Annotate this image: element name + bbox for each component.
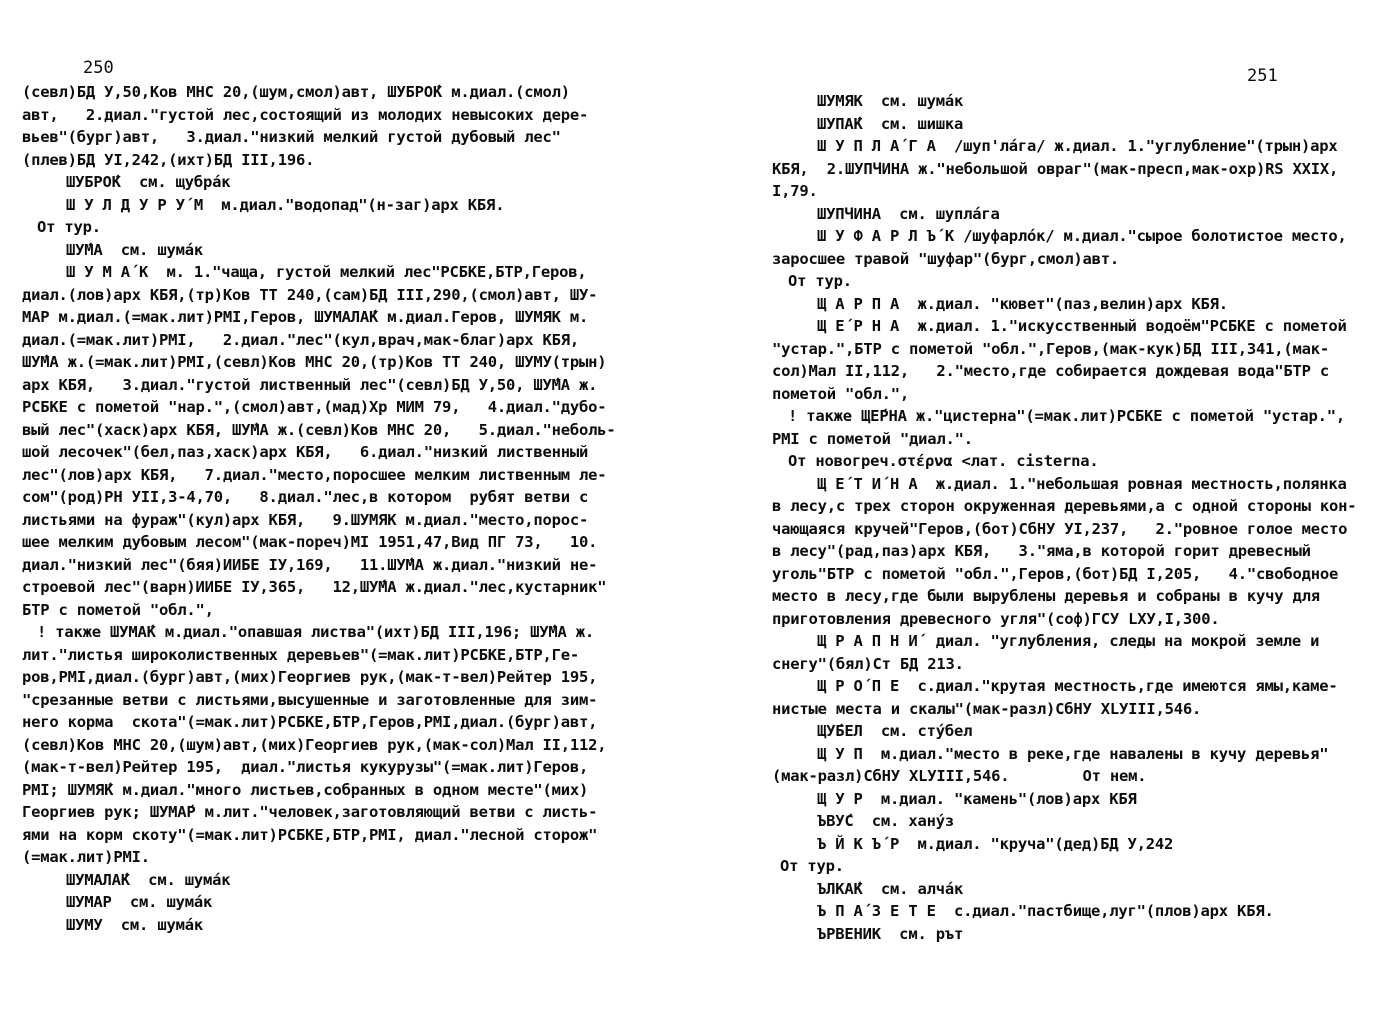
text-line: заросшее травой "шуфар"(бург,смол)авт. <box>772 249 1120 268</box>
text-line: ШУБРО́К см. щубра́к <box>66 173 231 191</box>
text-line: Ш У Ф А Р Л Ъ́ К /шуфарло́к/ м.диал."сырое болотистое место, <box>817 227 1347 245</box>
text-line: пометой "обл.", <box>772 384 909 403</box>
text-line: строевой лес"(варн)ИИБЕ IУ,365, 12,ШУ́МА ж.диал."лес,кустарник" <box>22 578 607 596</box>
text-line: в лесу,с трех сторон окруженная деревьями,а с одной стороны кон- <box>772 497 1357 515</box>
text-line: ЪРВЕНИК см. рът <box>817 924 964 943</box>
text-line: него корма скота"(=мак.лит)РСБКЕ,БТР,Геров,РМI,диал.(бург)авт, <box>22 713 598 731</box>
text-line: авт, 2.диал."густой лес,состоящий из молодих невысоких дере- <box>22 105 589 124</box>
text-line: (севл)БД У,50,Ков МНС 20,(шум,смол)авт, ШУБРО́К м.диал.(смол) <box>22 83 570 101</box>
text-line: От тур. <box>37 218 101 236</box>
text-line: Щ У Р м.диал. "камень"(лов)арх КБЯ <box>817 789 1137 808</box>
text-line: Ш У М А́ К м. 1."чаща, густой мелкий лес"РСБКЕ,БТР,Геров, <box>66 263 587 281</box>
text-line: ШУМУ см. шума́к <box>66 915 203 934</box>
page-number: 250 <box>83 58 114 78</box>
text-line: снегу"(бял)Ст БД 213. <box>772 654 964 673</box>
text-line: (мак-разл)СбНУ XLУIII,546. От нем. <box>772 767 1147 785</box>
text-line: сол)Мал II,112, 2."место,где собирается дождевая вода"БТР с <box>772 362 1330 380</box>
text-line: РМI с пометой "диал.". <box>772 429 973 448</box>
text-line: лит."листья широколиственных деревьев"(=мак.лит)РСБКЕ,БТР,Ге- <box>22 645 580 664</box>
text-line: шой лесочек"(бел,паз,хаск)арх КБЯ, 6.диал."низкий лиственный <box>22 443 589 461</box>
text-line: Щ А Р П А ж.диал. "кювет"(паз,велин)арх КБЯ. <box>817 294 1228 313</box>
text-line: арх КБЯ, 3.диал."густой лиственный лес"(севл)БД У,50, ШУ́МА ж. <box>22 375 598 394</box>
text-line: шее мелким дубовым лесом"(мак-пореч)МI 1951,47,Вид ПГ 73, 10. <box>22 533 598 551</box>
text-line: вый лес"(хаск)арх КБЯ, ШУ́МА ж.(севл)Ков МНС 20, 5.диал."неболь- <box>22 420 616 439</box>
text-line: От тур. <box>780 857 844 875</box>
text-line: диал."низкий лес"(бяя)ИИБЕ IУ,169, 11.ШУ́МА ж.диал."низкий не- <box>22 555 598 574</box>
text-line: диал.(=мак.лит)РМI, 2.диал."лес"(кул,врач,мак-благ)арх КБЯ, <box>22 330 580 349</box>
text-line: (мак-т-вел)Рейтер 195, диал."листья кукурузы"(=мак.лит)Геров, <box>22 758 589 776</box>
text-line: приготовления древесного угля"(соф)ГСУ LXУ,I,300. <box>772 609 1220 628</box>
text-line: диал.(лов)арх КБЯ,(тр)Ков ТТ 240,(сам)БД III,290,(смол)авт, ШУ- <box>22 285 598 304</box>
text-line: I,79. <box>772 182 818 200</box>
text-line: ЪЛКА́К см. алча́к <box>817 879 964 898</box>
text-line: (плев)БД УI,242,(ихт)БД III,196. <box>22 150 315 169</box>
text-line: (севл)Ков МНС 20,(шум)авт,(мих)Георгиев рук,(мак-сол)Мал II,112, <box>22 735 607 754</box>
text-line: Щ Р А П Н И́ диал. "углубления, следы на мокрой земле и <box>817 632 1320 650</box>
text-line: ров,РМI,диал.(бург)авт,(мих)Георгиев рук,(мак-т-вел)Рейтер 195, <box>22 668 598 686</box>
text-line: Щ Е́ Р Н А ж.диал. 1."искусственный водоём"РСБКЕ с пометой <box>817 317 1347 335</box>
text-line: уголь"БТР с пометой "обл.",Геров,(бот)БД I,205, 4."свободное <box>772 564 1339 583</box>
text-line: РМI; ШУМЯ́К м.диал."много листьев,собранных в одном месте"(мих) <box>22 780 589 799</box>
text-line: РСБКЕ с пометой "нар.",(смол)авт,(мад)Хр МИМ 79, 4.диал."дубо- <box>22 398 607 416</box>
text-line: (=мак.лит)РМI. <box>22 848 150 866</box>
text-line: ! также ЩЕ́РНА ж."цистерна"(=мак.лит)РСБКЕ с пометой "устар.", <box>788 407 1346 425</box>
text-line: От новогреч.στέρνα <лат. cisterna. <box>788 452 1099 470</box>
text-line: ШУМЯК см. шума́к <box>817 92 964 110</box>
text-line: ЩУ́БЕЛ см. сту́бел <box>817 722 973 740</box>
text-line: Георгиев рук; ШУМА́Р м.лит."человек,заготовляющий ветви с листь- <box>22 803 598 821</box>
text-line: Щ Е́ Т И́ Н А ж.диал. 1."небольшая ровная местность,полянка <box>817 474 1347 493</box>
text-line: ями на корм скоту"(=мак.лит)РСБКЕ,БТР,РМI, диал."лесной сторож" <box>22 825 598 844</box>
text-line: "срезанные ветви с листьями,высушенные и заготовленные для зим- <box>22 690 598 709</box>
text-line: в лесу"(рад,паз)арх КБЯ, 3."яма,в которой горит древесный <box>772 542 1311 560</box>
text-line: Щ У П м.диал."место в реке,где навалены в кучу деревья" <box>817 744 1329 763</box>
text-line: чающаяся кручей"Геров,(бот)СбНУ УI,237, 2."ровное голое место <box>772 519 1348 538</box>
text-line: листьями на фураж"(кул)арх КБЯ, 9.ШУМЯК м.диал."место,порос- <box>22 510 589 529</box>
text-line: ШУМАР см. шума́к <box>66 893 213 911</box>
text-line: ЪВУ́С см. хану́з <box>817 812 954 830</box>
text-line: ШУПА́К см. шишка <box>817 114 964 133</box>
text-line: ! также ШУМА́К м.диал."опавшая листва"(ихт)БД III,196; ШУ́МА ж. <box>37 623 595 641</box>
text-line: Ъ П А́ З Е Т Е с.диал."пастбище,луг"(плов)арх КБЯ. <box>817 902 1274 920</box>
text-line: лес"(лов)арх КБЯ, 7.диал."место,поросшее мелким лиственным ле- <box>22 465 607 484</box>
text-line: сом"(род)РН УII,3-4,70, 8.диал."лес,в котором рубят ветви с <box>22 488 589 506</box>
text-line: ШУ́МА ж.(=мак.лит)РМI,(севл)Ков МНС 20,(тр)Ков ТТ 240, ШУМУ(трын) <box>22 353 607 371</box>
text-line: нистые места и скалы"(мак-разл)СбНУ XLУIII,546. <box>772 699 1202 718</box>
text-line: От тур. <box>788 272 852 290</box>
page-number: 251 <box>1247 66 1278 86</box>
text-line: место в лесу,где были вырублены деревья и собраны в кучу для <box>772 587 1320 605</box>
text-line: Ъ Й К Ъ́ Р м.диал. "круча"(дед)БД У,242 <box>817 834 1174 853</box>
text-line: ШУ́МА см. шума́к <box>66 240 203 259</box>
text-line: вьев"(бург)авт, 3.диал."низкий мелкий густой дубовый лес" <box>22 128 561 146</box>
text-line: ШУПЧИНА см. шупла́га <box>817 204 1000 223</box>
text-line: МАР м.диал.(=мак.лит)РМI,Геров, ШУМАЛА́К м.диал.Геров, ШУМЯК м. <box>22 308 589 326</box>
text-line: КБЯ, 2.ШУПЧИНА ж."небольшой овраг"(мак-пресп,мак-охр)RS XXIX, <box>772 159 1339 178</box>
text-line: Щ Р О́ П Е с.диал."крутая местность,где имеются ямы,каме- <box>817 677 1338 695</box>
text-line: БТР с пометой "обл.", <box>22 600 214 619</box>
text-line: Ш У П Л А́ Г А /шуп'ла́га/ ж.диал. 1."углубление"(трын)арх <box>817 137 1338 155</box>
text-line: Ш У Л Д У Р У́ М м.диал."водопад"(н-заг)арх КБЯ. <box>66 195 505 214</box>
text-line: ШУМАЛА́К см. шума́к <box>66 870 231 889</box>
text-line: "устар.",БТР с пометой "обл.",Геров,(мак-кук)БД III,341,(мак- <box>772 339 1330 358</box>
